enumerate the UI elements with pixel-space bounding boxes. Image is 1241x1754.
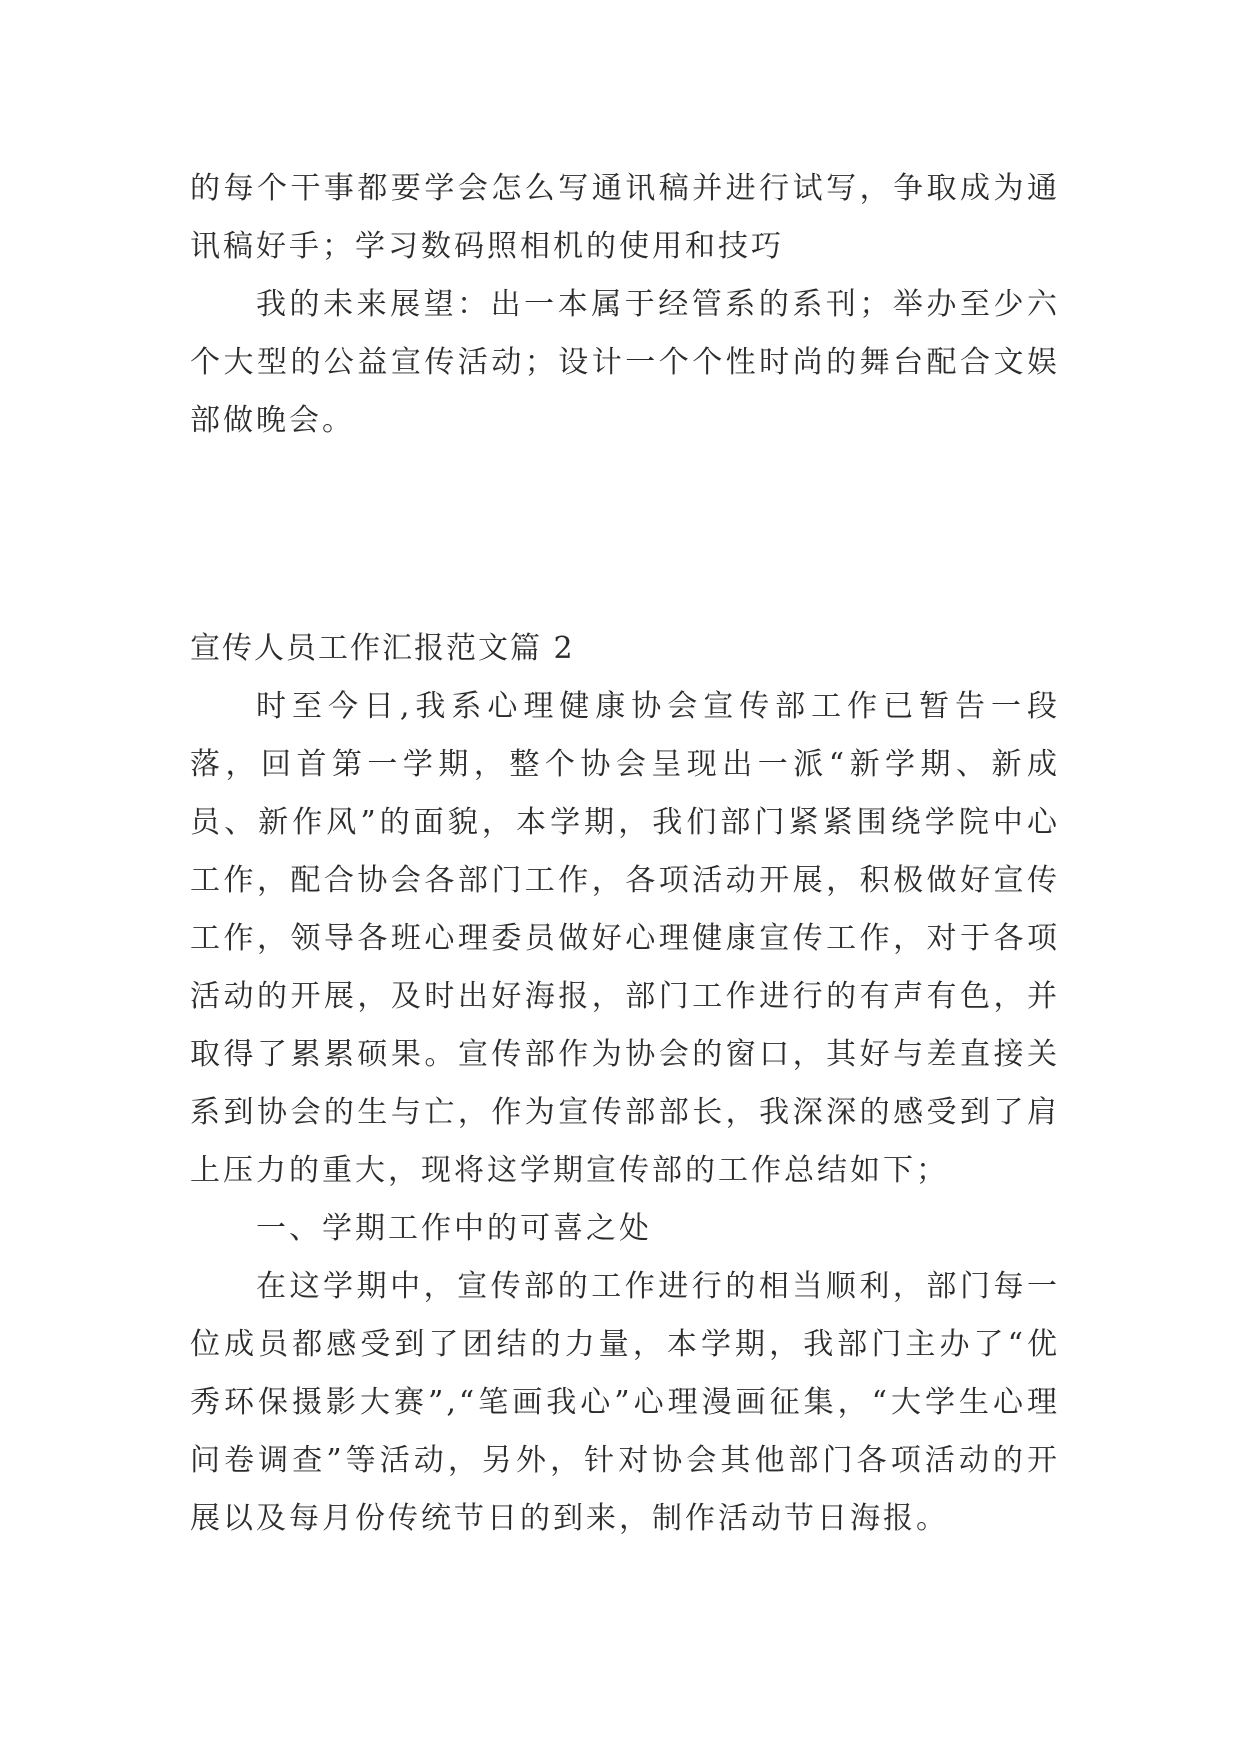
paragraph-intro: 时至今日,我系心理健康协会宣传部工作已暂告一段落，回首第一学期，整个协会呈现出一派“新学期、新成员、新作风”的面貌，本学期，我们部门紧紧围绕学院中心工作，配合协会各部门工作，各项活动开展，积极做好宣传工作，领导各班心理委员做好心理健康宣传工作，对于各项活动的开展，及时出好海报，部门工作进行的有声有色，并取得了累累硕果。宣传部作为协会的窗口，其好与差直接关系到协会的生与亡，作为宣传部部长，我深深的感受到了肩上压力的重大，现将这学期宣传部的工作总结如下； <box>190 689 1060 1188</box>
subheading-achievements: 一、学期工作中的可喜之处 <box>256 1211 652 1246</box>
section-title: 宣传人员工作汇报范文篇 2 <box>190 631 575 666</box>
paragraph-future-outlook: 我的未来展望：出一本属于经管系的系刊；举办至少六个大型的公益宣传活动；设计一个个性时尚的舞台配合文娱部做晚会。 <box>190 287 1060 438</box>
paragraph-achievements: 在这学期中，宣传部的工作进行的相当顺利，部门每一位成员都感受到了团结的力量，本学期，我部门主办了“优秀环保摄影大赛”,“笔画我心”心理漫画征集，“大学生心理问卷调查”等活动，另外，针对协会其他部门各项活动的开展以及每月份传统节日的到来，制作活动节日海报。 <box>190 1269 1060 1536</box>
document-body <box>190 160 1060 1548</box>
paragraph-continuation: 的每个干事都要学会怎么写通讯稿并进行试写，争取成为通讯稿好手；学习数码照相机的使用和技巧 <box>190 171 1060 264</box>
